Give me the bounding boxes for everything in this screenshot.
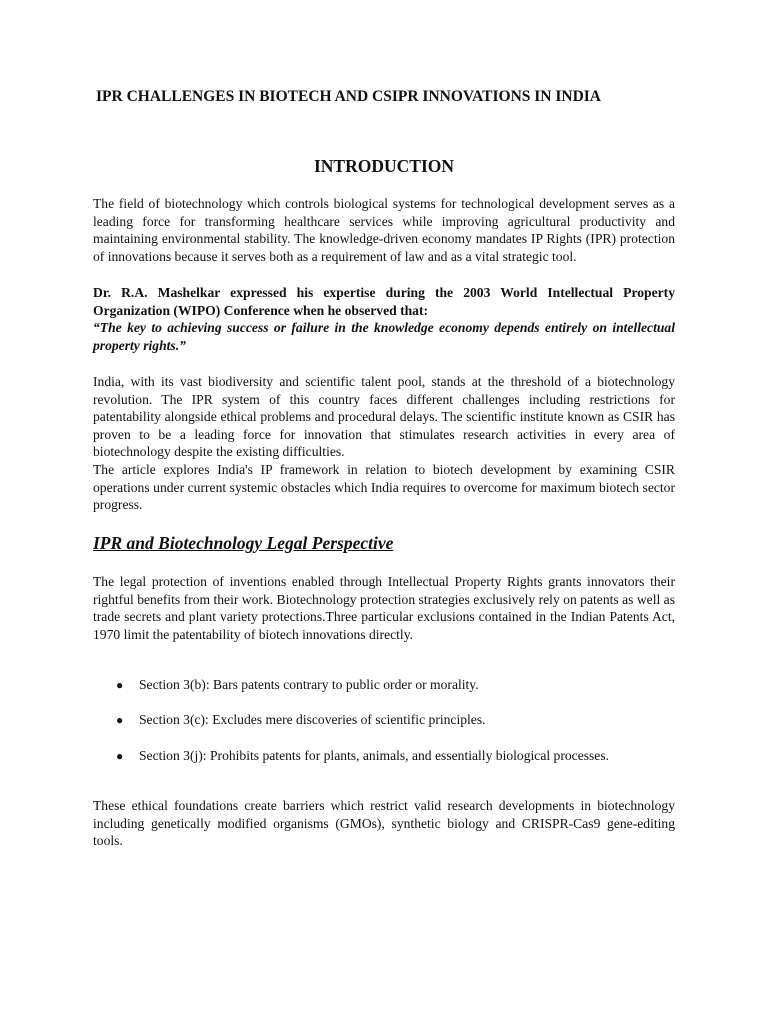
list-item-text: Section 3(b): Bars patents contrary to public order or morality. bbox=[139, 677, 479, 692]
introduction-heading: INTRODUCTION bbox=[313, 156, 455, 176]
list-item-text: Section 3(c): Excludes mere discoveries of scientific principles. bbox=[139, 712, 486, 727]
mashelkar-statement: Dr. R.A. Mashelkar expressed his expertise during the 2003 World Intellectual Property Organization (WIPO) Conference when he observed that: bbox=[93, 285, 675, 318]
list-item-text: Section 3(j): Prohibits patents for plants, animals, and essentially biological processes. bbox=[139, 748, 610, 763]
bullet-icon: ● bbox=[116, 713, 124, 727]
legal-paragraph: The legal protection of inventions enabled through Intellectual Property Rights grants innovators their rightful benefits from their work. Biotechnology protection strategies exclusively rely on patents as well as trade secrets and plant variety protections.Three particular exclusions contained in the Indian Patents Act, 1970 limit the patentability of biotech innovations directly. bbox=[93, 574, 675, 642]
legal-perspective-heading: IPR and Biotechnology Legal Perspective bbox=[93, 533, 394, 553]
india-paragraph: India, with its vast biodiversity and scientific talent pool, stands at the threshold of a biotechnology revolution. The IPR system of this country faces different challenges including restrictions for patentability alongside ethical problems and procedural delays. The scientific institute known as CSIR has proven to be a leading force for innovation that stimulates research activities in every area of biotechnology despite the existing difficulties. bbox=[93, 374, 675, 459]
list-item bbox=[116, 676, 479, 695]
closing-paragraph: These ethical foundations create barriers which restrict valid research developments in biotechnology including genetically modified organisms (GMOs), synthetic biology and CRISPR-Cas9 gene-editing tools. bbox=[93, 798, 675, 848]
bullet-icon: ● bbox=[116, 749, 124, 763]
mashelkar-quote: “The key to achieving success or failure in the knowledge economy depends entirely on intellectual property rights.” bbox=[93, 320, 675, 353]
intro-paragraph: The field of biotechnology which controls biological systems for technological development serves as a leading force for transforming healthcare services while improving agricultural productivity and maintaining environmental stability. The knowledge-driven economy mandates IP Rights (IPR) protection of innovations because it serves both as a requirement of law and as a vital strategic tool. bbox=[93, 196, 675, 264]
bullet-icon: ● bbox=[116, 678, 124, 692]
mashelkar-paragraph bbox=[93, 284, 675, 354]
list-item bbox=[116, 711, 486, 730]
list-item bbox=[116, 747, 609, 766]
article-paragraph: The article explores India's IP framework in relation to biotech development by examining CSIR operations under current systemic obstacles which India requires to overcome for maximum biotech sector progress. bbox=[93, 462, 675, 512]
document-title: IPR CHALLENGES IN BIOTECH AND CSIPR INNOVATIONS IN INDIA bbox=[96, 88, 601, 105]
